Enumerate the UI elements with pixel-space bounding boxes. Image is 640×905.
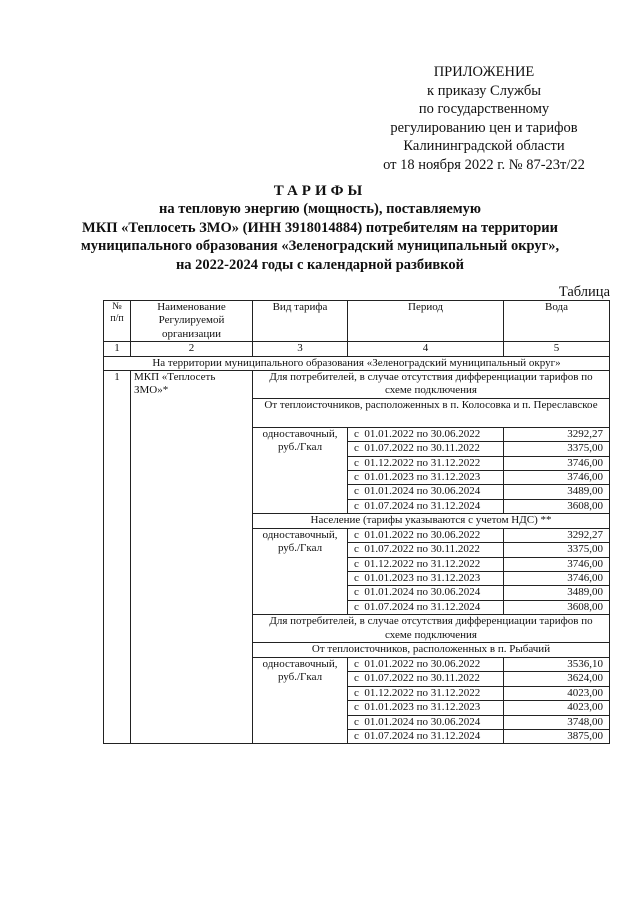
title-line: муниципального образования «Зеленоградский муниципальный округ», (80, 238, 560, 255)
period-prefix: с (354, 657, 359, 670)
col-number: 4 (348, 342, 504, 356)
appendix-line: к приказу Службы (427, 82, 541, 99)
water-value-cell: 3746,00 (504, 571, 610, 585)
territory-cell: На территории муниципального образования «Зеленоградский муниципальный округ» (104, 356, 610, 370)
table-label: Таблица (558, 284, 610, 300)
period-cell (348, 528, 504, 542)
header-period: Период (348, 301, 504, 342)
section2-title: Для потребителей, в случае отсутствия дифференциации тарифов по схеме подключения (253, 615, 610, 643)
period-cell (348, 672, 504, 686)
period-cell (348, 729, 504, 743)
tariff-table (103, 300, 610, 744)
period-prefix: с (354, 686, 359, 699)
header-org: Наименование Регулируемой организации (131, 301, 253, 342)
period-value: 01.12.2022 по 31.12.2022 (364, 456, 481, 469)
tariff-type-cell: одноставочный, руб./Гкал (253, 528, 348, 614)
period-prefix: с (354, 557, 359, 570)
period-value: 01.07.2022 по 30.11.2022 (364, 442, 480, 455)
period-value: 01.01.2023 по 31.12.2023 (364, 701, 481, 714)
period-value: 01.01.2024 по 30.06.2024 (364, 485, 481, 498)
period-prefix: с (354, 528, 359, 541)
title-line: на тепловую энергию (мощность), поставляемую (159, 201, 481, 218)
tariff-type-cell: одноставочный, руб./Гкал (253, 427, 348, 513)
period-value: 01.07.2022 по 30.11.2022 (364, 543, 480, 556)
period-value: 01.07.2022 по 30.11.2022 (364, 672, 480, 685)
header-num: № п/п (104, 301, 131, 342)
appendix-line: ПРИЛОЖЕНИЕ (433, 64, 535, 80)
col-number: 5 (504, 342, 610, 356)
section1-title: Для потребителей, в случае отсутствия дифференциации тарифов по схеме подключения (253, 371, 610, 399)
period-value: 01.01.2022 по 30.06.2022 (364, 528, 481, 541)
period-cell (348, 701, 504, 715)
period-prefix: с (354, 672, 359, 685)
tariff-type-cell: одноставочный, руб./Гкал (253, 657, 348, 743)
water-value-cell: 3624,00 (504, 672, 610, 686)
period-prefix: с (354, 456, 359, 469)
period-prefix: с (354, 442, 359, 455)
period-value: 01.01.2024 по 30.06.2024 (364, 715, 481, 728)
period-prefix: с (354, 427, 359, 440)
col-number: 3 (253, 342, 348, 356)
water-value-cell: 3746,00 (504, 557, 610, 571)
table-header-row (104, 301, 610, 342)
period-prefix: с (354, 485, 359, 498)
period-prefix: с (354, 543, 359, 556)
section1-title-row (104, 371, 610, 399)
period-value: 01.01.2024 по 30.06.2024 (364, 586, 481, 599)
population-title: Население (тарифы указываются с учетом НДС) ** (253, 514, 610, 528)
row-number: 1 (104, 371, 131, 744)
water-value-cell: 4023,00 (504, 686, 610, 700)
title-line: МКП «Теплосеть ЗМО» (ИНН 3918014884) потребителям на территории (82, 219, 558, 236)
appendix-block (370, 63, 598, 175)
org-name-cell: МКП «Теплосеть ЗМО»* (131, 371, 253, 744)
header-water: Вода (504, 301, 610, 342)
appendix-line: Калининградской области (403, 138, 565, 155)
water-value-cell: 3608,00 (504, 600, 610, 614)
appendix-line: от 18 ноября 2022 г. № 87-23т/22 (383, 156, 585, 173)
document-title (80, 182, 560, 274)
water-value-cell: 3489,00 (504, 586, 610, 600)
period-prefix: с (354, 586, 359, 599)
period-cell (348, 715, 504, 729)
water-value-cell: 3748,00 (504, 715, 610, 729)
period-value: 01.01.2022 по 30.06.2022 (364, 657, 481, 670)
period-value: 01.12.2022 по 31.12.2022 (364, 557, 481, 570)
period-value: 01.07.2024 по 31.12.2024 (364, 729, 481, 742)
period-cell (348, 499, 504, 513)
period-cell (348, 471, 504, 485)
water-value-cell: 3292,27 (504, 528, 610, 542)
section1-subtitle: От теплоисточников, расположенных в п. Колосовка и п. Переславское (253, 398, 610, 427)
water-value-cell: 3375,00 (504, 442, 610, 456)
title-line: на 2022-2024 годы с календарной разбивкой (175, 256, 465, 273)
water-value-cell: 4023,00 (504, 701, 610, 715)
period-prefix: с (354, 729, 359, 742)
water-value-cell: 3608,00 (504, 499, 610, 513)
water-value-cell: 3875,00 (504, 729, 610, 743)
appendix-line: по государственному (418, 101, 550, 118)
title-main: ТАРИФЫ (273, 183, 367, 199)
period-cell (348, 543, 504, 557)
period-value: 01.01.2023 по 31.12.2023 (364, 471, 481, 484)
period-cell (348, 586, 504, 600)
period-cell (348, 571, 504, 585)
period-value: 01.12.2022 по 31.12.2022 (364, 686, 481, 699)
water-value-cell: 3746,00 (504, 471, 610, 485)
water-value-cell: 3489,00 (504, 485, 610, 499)
territory-row (104, 356, 610, 370)
period-cell (348, 657, 504, 671)
period-cell (348, 600, 504, 614)
period-cell (348, 456, 504, 470)
period-cell (348, 442, 504, 456)
period-prefix: с (354, 471, 359, 484)
water-value-cell: 3536,10 (504, 657, 610, 671)
period-value: 01.07.2024 по 31.12.2024 (364, 499, 481, 512)
period-cell (348, 427, 504, 441)
appendix-line: регулированию цен и тарифов (390, 119, 578, 136)
period-value: 01.07.2024 по 31.12.2024 (364, 600, 481, 613)
water-value-cell: 3375,00 (504, 543, 610, 557)
period-prefix: с (354, 600, 359, 613)
header-type: Вид тарифа (253, 301, 348, 342)
section2-subtitle: От теплоисточников, расположенных в п. Рыбачий (253, 642, 610, 657)
period-value: 01.01.2022 по 30.06.2022 (364, 427, 481, 440)
period-prefix: с (354, 701, 359, 714)
period-cell (348, 686, 504, 700)
period-prefix: с (354, 571, 359, 584)
water-value-cell: 3292,27 (504, 427, 610, 441)
column-number-row (104, 342, 610, 356)
period-value: 01.01.2023 по 31.12.2023 (364, 571, 481, 584)
period-cell (348, 485, 504, 499)
col-number: 2 (131, 342, 253, 356)
col-number: 1 (104, 342, 131, 356)
period-cell (348, 557, 504, 571)
water-value-cell: 3746,00 (504, 456, 610, 470)
period-prefix: с (354, 715, 359, 728)
period-prefix: с (354, 499, 359, 512)
